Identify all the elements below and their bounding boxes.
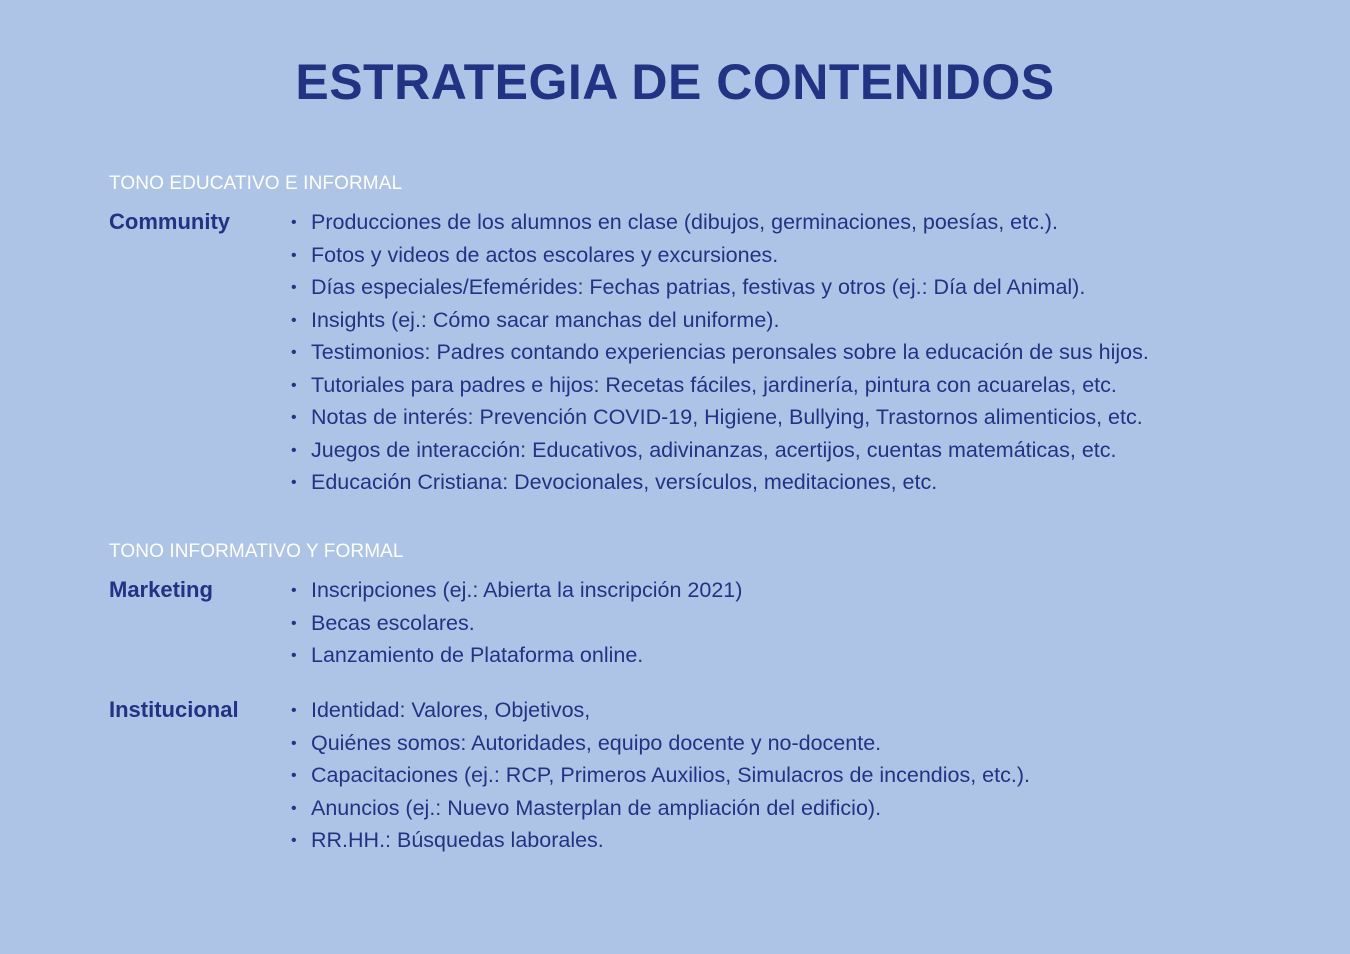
list-item: • Capacitaciones (ej.: RCP, Primeros Auxilios, Simulacros de incendios, etc.). [289,761,1030,794]
bullet-icon: • [291,474,297,491]
community-list [289,208,1149,501]
list-item: • Notas de interés: Prevención COVID-19, Higiene, Bullying, Trastornos alimenticios, etc. [289,403,1149,436]
group-name-marketing: Marketing [109,577,213,602]
list-item: • Educación Cristiana: Devocionales, versículos, meditaciones, etc. [289,468,1149,501]
list-item: • Tutoriales para padres e hijos: Recetas fáciles, jardinería, pintura con acuarelas, etc. [289,371,1149,404]
list-item: • Identidad: Valores, Objetivos, [289,696,1030,729]
bullet-icon: • [291,734,297,752]
bullet-icon: • [291,702,297,719]
marketing-list [289,576,742,674]
bullet-icon: • [291,647,297,664]
bullet-icon: • [291,376,297,394]
list-item: • Juegos de interacción: Educativos, adivinanzas, acertijos, cuentas matemáticas, etc. [289,436,1149,469]
list-item: • Anuncios (ej.: Nuevo Masterplan de ampliación del edificio). [289,794,1030,827]
bullet-icon: • [291,799,297,817]
bullet-icon: • [291,441,297,459]
institucional-list [289,696,1030,859]
tone-label-informativo: TONO INFORMATIVO Y FORMAL [109,541,404,562]
bullet-icon: • [291,582,297,599]
list-item: • Becas escolares. [289,609,742,642]
bullet-icon: • [291,832,297,849]
list-item: • Inscripciones (ej.: Abierta la inscripción 2021) [289,576,742,609]
list-item: • Producciones de los alumnos en clase (dibujos, germinaciones, poesías, etc.). [289,208,1149,241]
group-name-community: Community [109,209,230,234]
page-title: ESTRATEGIA DE CONTENIDOS [295,54,1055,110]
bullet-icon: • [291,214,297,231]
bullet-icon: • [291,311,297,329]
bullet-icon: • [291,614,297,632]
bullet-icon: • [291,409,297,426]
list-item: • Quiénes somos: Autoridades, equipo docente y no-docente. [289,729,1030,762]
list-item: • Lanzamiento de Plataforma online. [289,641,742,674]
list-item: • Días especiales/Efemérides: Fechas patrias, festivas y otros (ej.: Día del Animal). [289,273,1149,306]
list-item: • Testimonios: Padres contando experiencias peronsales sobre la educación de sus hijos. [289,338,1149,371]
bullet-icon: • [291,344,297,361]
bullet-icon: • [291,246,297,264]
group-name-institucional: Institucional [109,697,239,722]
bullet-icon: • [291,767,297,784]
list-item: • RR.HH.: Búsquedas laborales. [289,826,1030,859]
tone-label-educativo: TONO EDUCATIVO E INFORMAL [109,173,403,194]
bullet-icon: • [291,279,297,296]
list-item: • Fotos y videos de actos escolares y excursiones. [289,241,1149,274]
list-item: • Insights (ej.: Cómo sacar manchas del uniforme). [289,306,1149,339]
